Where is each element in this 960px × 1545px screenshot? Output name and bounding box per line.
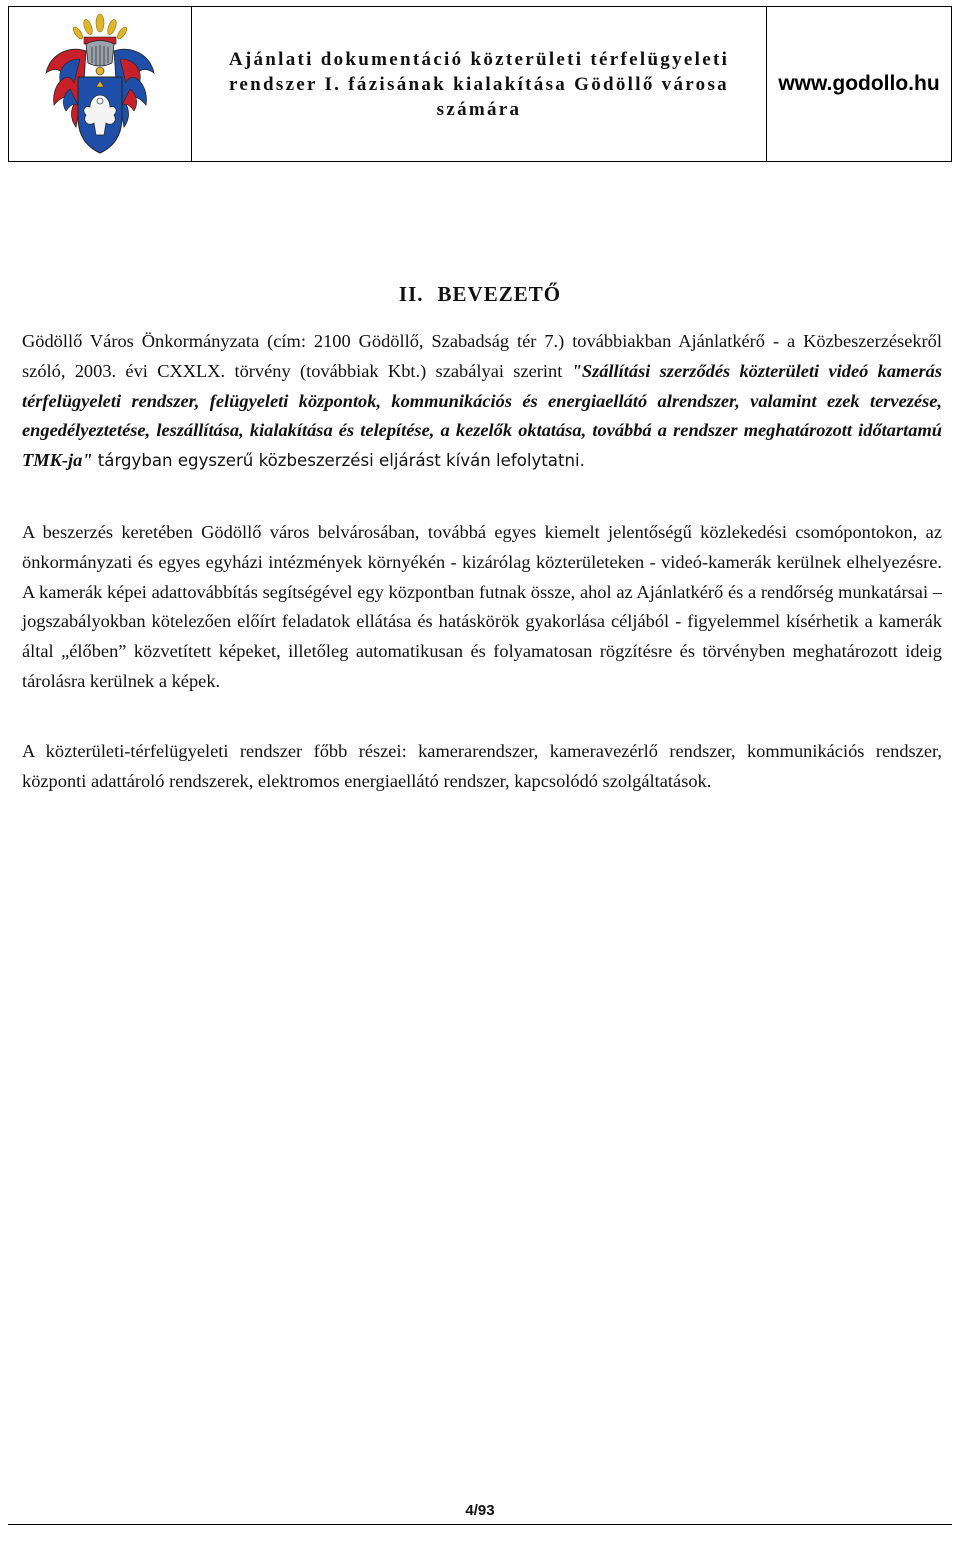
intro-text-end: tárgyban egyszerű közbeszerzési eljárást kíván lefolytatni. <box>92 451 585 471</box>
document-title-cell <box>192 7 767 161</box>
components-text: A közterületi-térfelügyeleti rendszer főbb részei: kamerarendszer, kameravezérlő rendszer, kommunikációs rendszer, központi adattároló rendszerek, elektromos energiaellátó rendszer, kapcsolódó szolgáltatások. <box>22 741 942 791</box>
page-number: 4/93 <box>465 1502 495 1519</box>
crest-cell <box>9 7 192 161</box>
footer-divider <box>8 1524 952 1525</box>
document-title: Ajánlati dokumentáció közterületi térfelügyeleti rendszer I. fázisának kialakítása Gödöllő városa számára <box>228 48 730 120</box>
paragraph-intro <box>22 327 942 476</box>
paragraph-scope <box>22 518 942 697</box>
intro-text: Gödöllő Város Önkormányzata (cím: 2100 Gödöllő, Szabadság tér 7.) továbbiakban Ajánlatkérő - a Közbeszerzésekről szóló, 2003. évi CXXLX. törvény (továbbiak Kbt.) szabályai szerint <box>22 331 942 381</box>
url-cell <box>767 7 951 161</box>
paragraph-components <box>22 737 942 797</box>
section-heading <box>0 282 960 307</box>
section-title: BEVEZETŐ <box>437 282 562 306</box>
website-link[interactable]: www.godollo.hu <box>778 72 940 95</box>
scope-text: A beszerzés keretében Gödöllő város belvárosában, továbbá egyes kiemelt jelentőségű közlekedési csomópontokon, az önkormányzati és egyes egyházi intézmények környékén - kizárólag közterületeken - videó-kamerák kerülnek elhelyezésre. A kamerák képei adattovábbítás segítségével egy központban futnak össze, ahol az Ajánlatkérő és a rendőrség munkatársai – jogszabályokban kötelezően előírt feladatok ellátása és hatáskörök gyakorlása céljából - figyelemmel kísérhetik a kamerák által „élőben” közvetített képeket, illetőleg automatikusan és folyamatosan rögzítésre és törvényben meghatározott ideig tárolásra kerülnek a képek. <box>22 522 942 691</box>
section-number: II. <box>398 282 424 306</box>
document-header <box>8 6 952 162</box>
coat-of-arms-icon <box>40 11 160 157</box>
procurement-subject: "Szállítási szerződés közterületi videó kamerás térfelügyeleti rendszer, felügyeleti központok, kommunikációs és energiaellátó alrendszer, valamint ezek tervezése, engedélyeztetése, leszállítása, kialakítása és telepítése, a kezelők oktatása, továbbá a rendszer meghatározott időtartamú TMK-ja" <box>22 360 942 471</box>
